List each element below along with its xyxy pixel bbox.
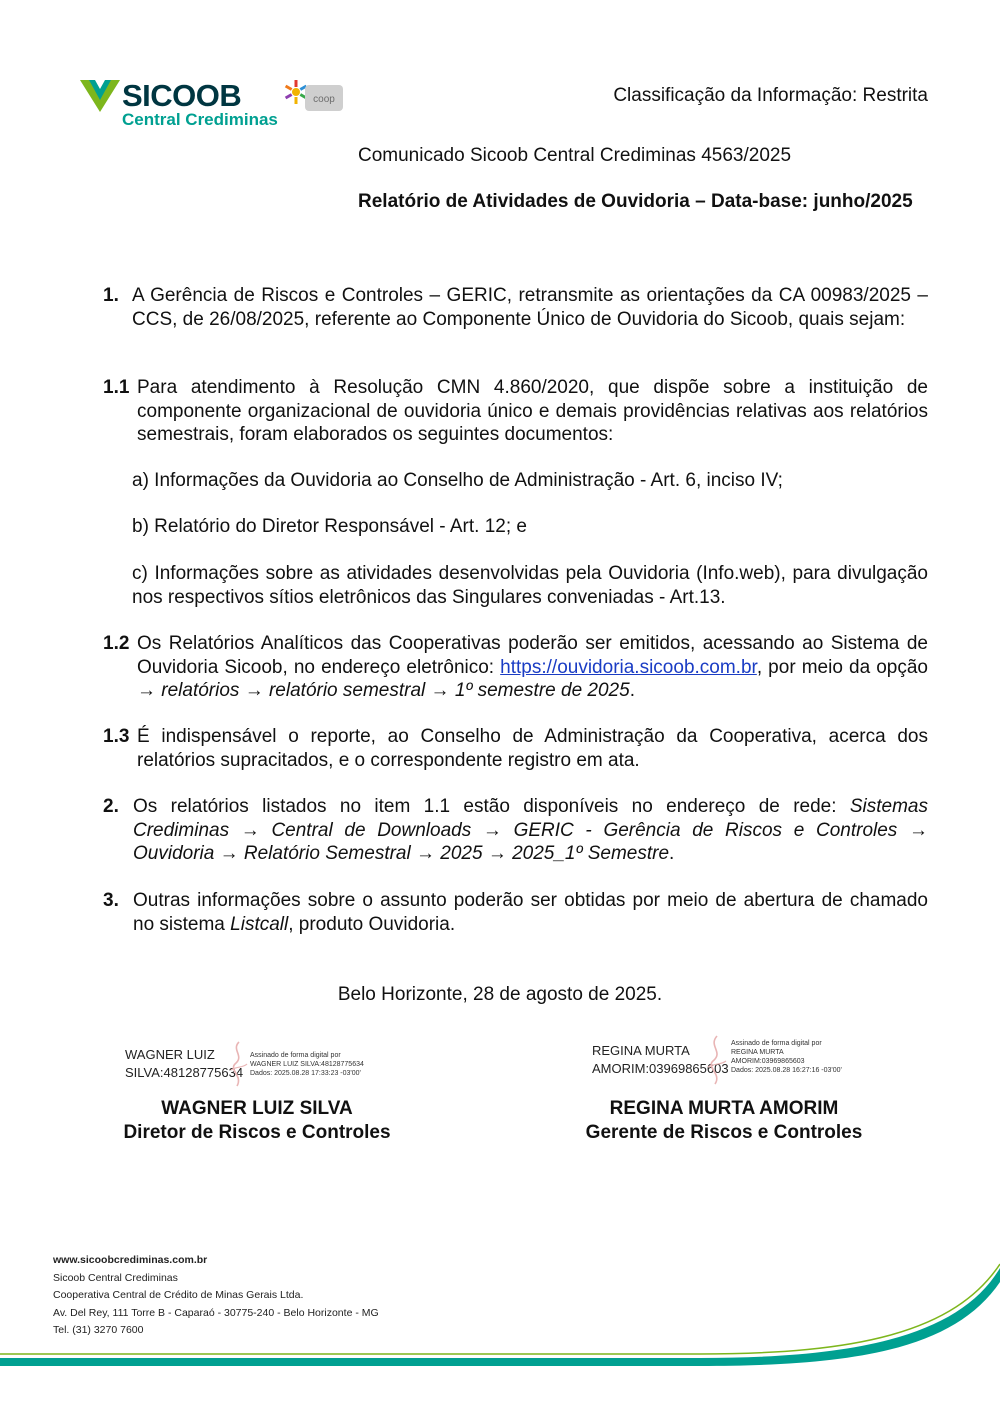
classification-label: Classificação da Informação: Restrita [613,85,928,106]
left-signature-stamp: Assinado de forma digital por WAGNER LUIZ SILVA:48128775634 Dados: 2025.08.28 17:33:23 -03'00' [250,1052,364,1077]
footer-legal-name: Cooperativa Central de Crédito de Minas Gerais Ltda. [53,1289,304,1301]
document-title: Relatório de Atividades de Ouvidoria – Data-base: junho/2025 [358,191,913,212]
list-item-b: b) Relatório do Diretor Responsável - Art. 12; e [132,516,527,537]
coop-seal-icon [283,77,345,115]
place-date: Belo Horizonte, 28 de agosto de 2025. [337,984,663,1005]
item-1-3-text: É indispensável o reporte, ao Conselho de Administração da Cooperativa, acerca dos relatórios supracitados, e o correspondente registro em ata. [137,726,928,771]
item-1-number: 1. [103,285,119,306]
footer-swoosh [0,1260,1000,1370]
item-1-2-text: Os Relatórios Analíticos das Cooperativas poderão ser emitidos, acessando ao Sistema de Ouvidoria Sicoob, no endereço eletrônico: https://ouvidoria.sicoob.com.br, por meio da opção → relatórios → relatório semestral → 1º semestre de 2025. [137,633,928,701]
left-signatory-name: WAGNER LUIZ SILVA [161,1098,353,1119]
item-3-text: Outras informações sobre o assunto poderão ser obtidas por meio de abertura de chamado no sistema Listcall, produto Ouvidoria. [133,890,928,935]
brand-subtitle: Central Crediminas [122,110,278,129]
item-3-number: 3. [103,890,119,911]
list-item-a: a) Informações da Ouvidoria ao Conselho de Administração - Art. 6, inciso IV; [132,470,783,491]
left-signatory-role: Diretor de Riscos e Controles [123,1122,391,1143]
item-1-3-number: 1.3 [103,726,130,747]
sicoob-logo-mark [80,78,120,114]
footer-address: Av. Del Rey, 111 Torre B - Caparaó - 30775-240 - Belo Horizonte - MG [53,1306,379,1319]
item-1-text: A Gerência de Riscos e Controles – GERIC, retransmite as orientações da CA 00983/2025 – CCS, de 26/08/2025, referente ao Componente Único de Ouvidoria do Sicoob, quais sejam: [132,285,928,330]
item-2-number: 2. [103,796,119,817]
item-1-1-number: 1.1 [103,377,130,398]
communique-number: Comunicado Sicoob Central Crediminas 4563/2025 [358,145,792,166]
signature-stamp-icon [227,1040,249,1088]
brand-name: SICOOB [122,78,242,113]
right-signatory [524,1097,924,1145]
seal-label: coop [313,94,335,105]
left-digital-signature-name: WAGNER LUIZ SILVA:48128775634 [125,1047,244,1080]
footer-phone: Tel. (31) 3270 7600 [53,1324,144,1336]
right-signature-stamp: Assinado de forma digital por REGINA MURTA AMORIM:03969865603 Dados: 2025.08.28 16:27:16 -03'00' [731,1040,842,1074]
ouvidoria-link[interactable]: https://ouvidoria.sicoob.com.br [500,656,757,678]
item-2-text: Os relatórios listados no item 1.1 estão disponíveis no endereço de rede: Sistemas Crediminas → Central de Downloads → GERIC - Gerência de Riscos e Controles → Ouvidoria → Relatório Semestral → 2025 → 2025_1º Semestre. [133,796,928,864]
left-signatory [57,1097,457,1145]
signature-stamp-icon [704,1034,728,1086]
list-item-c: c) Informações sobre as atividades desenvolvidas pela Ouvidoria (Info.web), para divulgação nos respectivos sítios eletrônicos das Singulares conveniadas - Art.13. [132,563,928,608]
footer-org: Sicoob Central Crediminas [53,1271,178,1284]
item-1-2-number: 1.2 [103,633,130,654]
item-1-1-text: Para atendimento à Resolução CMN 4.860/2020, que dispõe sobre a instituição de componente organizacional de ouvidoria único e demais providências relativas aos relatórios semestrais, foram elaborados os seguintes documentos: [137,377,928,445]
right-signatory-role: Gerente de Riscos e Controles [585,1122,863,1143]
right-digital-signature-name: REGINA MURTA AMORIM:03969865603 [592,1043,729,1076]
website-link[interactable]: www.sicoobcrediminas.com.br [53,1254,208,1266]
right-signatory-name: REGINA MURTA AMORIM [609,1098,839,1119]
